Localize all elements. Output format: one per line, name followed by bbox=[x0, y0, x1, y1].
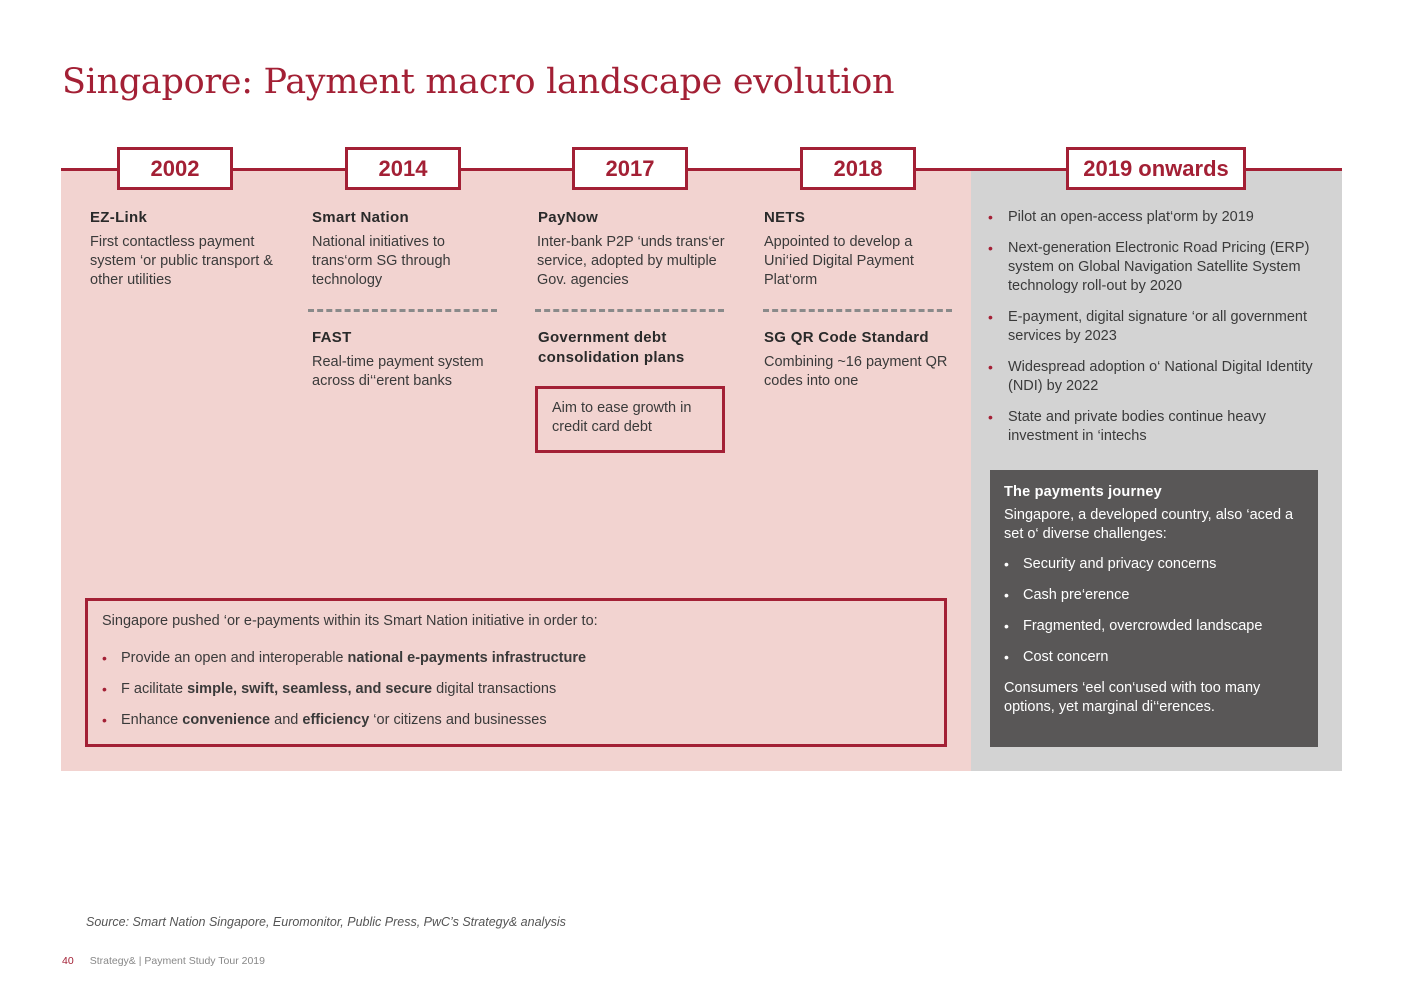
fast-title: FAST bbox=[312, 329, 352, 346]
list-item: • Security and privacy concerns bbox=[1004, 556, 1217, 572]
list-item: • State and private bodies continue heavy investment in ‘intechs bbox=[988, 409, 1266, 444]
bullet-icon: • bbox=[988, 309, 993, 325]
goals-intro: Singapore pushed ‘or e-payments within its Smart Nation initiative in order to: bbox=[102, 613, 598, 629]
paynow-desc: Inter-bank P2P ‘unds trans‘er service, adopted by multiple Gov. agencies bbox=[537, 234, 725, 288]
bullet-icon: • bbox=[988, 209, 993, 225]
gov-debt-title: Government debt consolidation plans bbox=[538, 329, 685, 366]
bullet-icon: • bbox=[1004, 587, 1009, 603]
bullet-icon: • bbox=[1004, 618, 1009, 634]
year-2017: 2017 bbox=[572, 147, 688, 190]
journey-title: The payments journey bbox=[1004, 484, 1162, 500]
divider-2018 bbox=[763, 309, 952, 312]
divider-2017 bbox=[535, 309, 724, 312]
smart-nation-desc: National initiatives to trans‘orm SG through technology bbox=[312, 234, 451, 288]
bullet-icon: • bbox=[102, 681, 107, 697]
sg-qr-title: SG QR Code Standard bbox=[764, 329, 929, 346]
footer-text: Strategy& | Payment Study Tour 2019 bbox=[89, 955, 265, 967]
list-item: • Pilot an open-access plat‘orm by 2019 bbox=[988, 209, 1254, 225]
bullet-icon: • bbox=[1004, 649, 1009, 665]
page-number: 40 bbox=[62, 955, 74, 967]
list-item: • Cost concern bbox=[1004, 649, 1109, 665]
gov-debt-callout: Aim to ease growth in credit card debt bbox=[535, 386, 725, 453]
journey-conclusion: Consumers ‘eel con‘used with too many options, yet marginal di‘‘erences. bbox=[1004, 680, 1261, 715]
bullet-icon: • bbox=[102, 650, 107, 666]
source-note: Source: Smart Nation Singapore, Euromonitor, Public Press, PwC’s Strategy& analysis bbox=[86, 915, 566, 929]
list-item: • Provide an open and interoperable national e-payments infrastructure bbox=[102, 650, 587, 666]
year-2014: 2014 bbox=[345, 147, 461, 190]
payments-journey-box bbox=[990, 470, 1318, 747]
sg-qr-desc: Combining ~16 payment QR codes into one bbox=[764, 354, 948, 389]
footer bbox=[62, 955, 265, 967]
list-item: • Fragmented, overcrowded landscape bbox=[1004, 618, 1263, 634]
bullet-icon: • bbox=[988, 240, 993, 256]
bullet-icon: • bbox=[102, 712, 107, 728]
page-title: Singapore: Payment macro landscape evolution bbox=[62, 62, 895, 102]
journey-intro: Singapore, a developed country, also ‘aced a set o‘ diverse challenges: bbox=[1004, 507, 1294, 542]
smart-nation-title: Smart Nation bbox=[312, 209, 409, 226]
year-2019-onwards: 2019 onwards bbox=[1066, 147, 1246, 190]
year-2018: 2018 bbox=[800, 147, 916, 190]
bullet-icon: • bbox=[1004, 556, 1009, 572]
nets-title: NETS bbox=[764, 209, 806, 226]
list-item: • F acilitate simple, swift, seamless, and secure digital transactions bbox=[102, 681, 557, 697]
divider-2014 bbox=[308, 309, 497, 312]
fast-desc: Real-time payment system across di‘‘erent banks bbox=[312, 354, 484, 389]
list-item: • Widespread adoption o‘ National Digital Identity (NDI) by 2022 bbox=[988, 359, 1313, 394]
ez-link-desc: First contactless payment system ‘or public transport & other utilities bbox=[90, 234, 273, 288]
outlook-list bbox=[988, 208, 1328, 458]
goals-list bbox=[102, 648, 930, 730]
journey-list bbox=[1004, 555, 1304, 667]
list-item: • Cash pre‘erence bbox=[1004, 587, 1130, 603]
list-item: • Enhance convenience and efficiency ‘or citizens and businesses bbox=[102, 712, 547, 728]
ez-link-title: EZ-Link bbox=[90, 209, 148, 226]
paynow-title: PayNow bbox=[538, 209, 599, 226]
year-2002: 2002 bbox=[117, 147, 233, 190]
bullet-icon: • bbox=[988, 359, 993, 375]
nets-desc: Appointed to develop a Uni‘ied Digital Payment Plat‘orm bbox=[764, 234, 914, 288]
list-item: • E-payment, digital signature ‘or all government services by 2023 bbox=[988, 309, 1308, 344]
bullet-icon: • bbox=[988, 409, 993, 425]
list-item: • Next-generation Electronic Road Pricing (ERP) system on Global Navigation Satellite System technology roll-out by 2020 bbox=[988, 240, 1310, 294]
smart-nation-goals-box bbox=[85, 598, 947, 747]
